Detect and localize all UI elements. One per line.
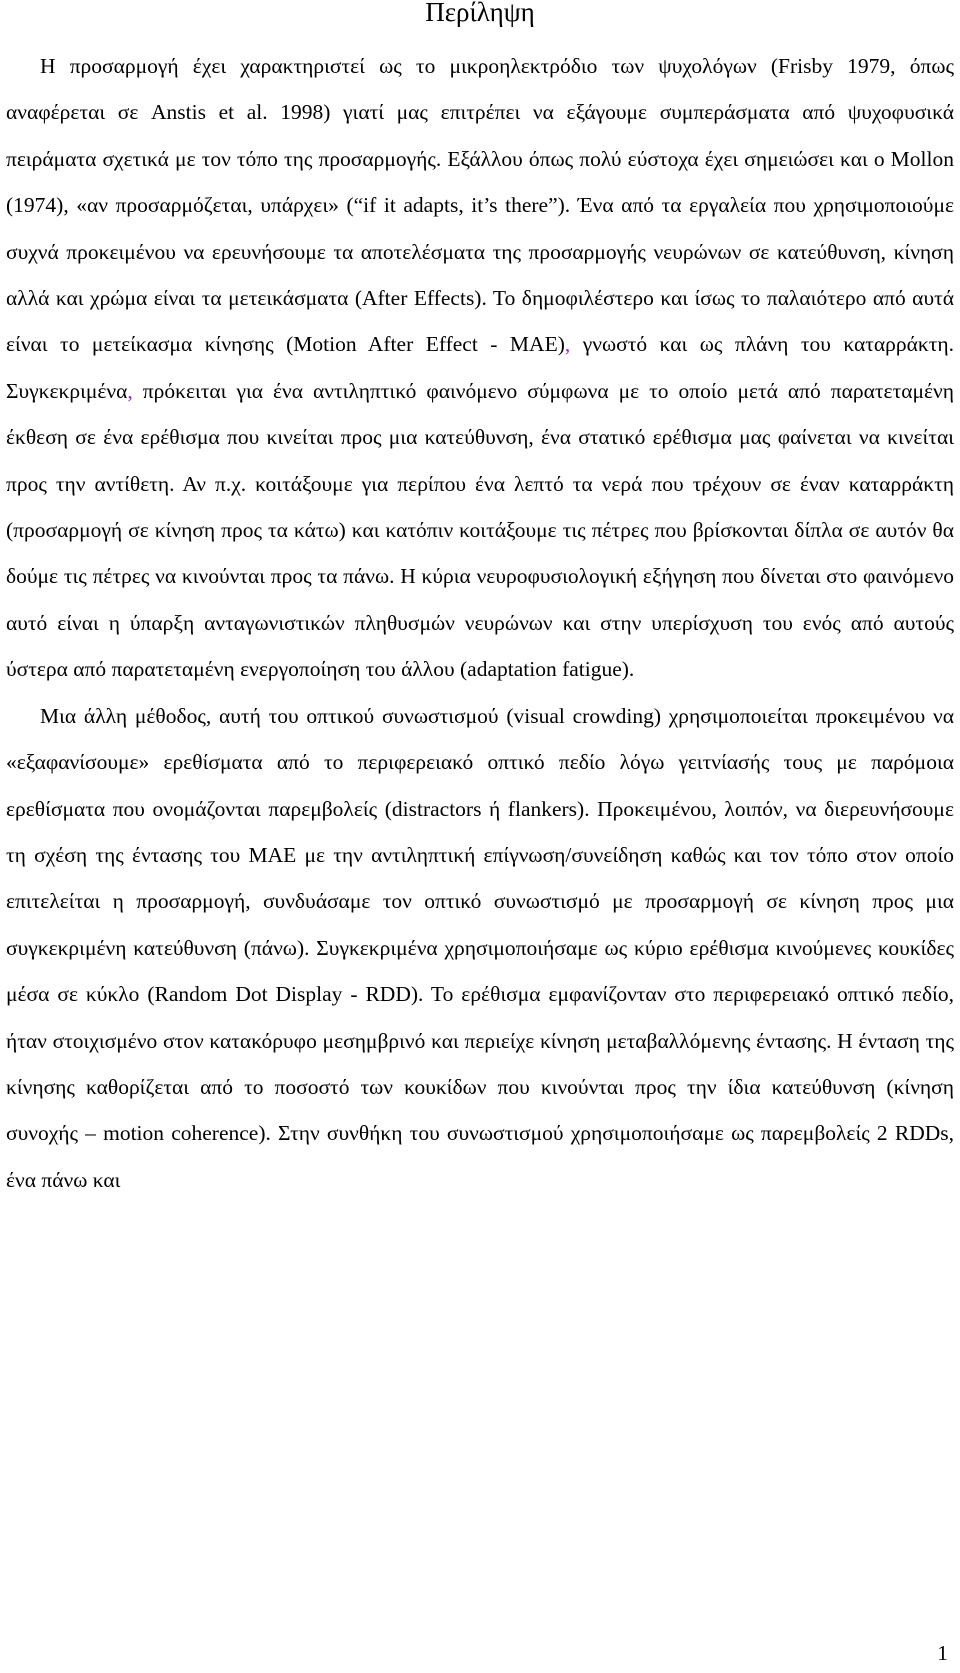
- document-body: [6, 43, 954, 1203]
- paragraph-2: Μια άλλη μέθοδος, αυτή του οπτικού συνωστισμού (visual crowding) χρησιμοποιείται προκειμένου να «εξαφανίσουμε» ερεθίσματα από το περιφερειακό οπτικό πεδίο λόγω γειτνίασής τους με παρόμοια ερεθίσματα που ονομάζονται παρεμβολείς (distractors ή flankers). Προκειμένου, λοιπόν, να διερευνήσουμε τη σχέση της έντασης του MAE με την αντιληπτική επίγνωση/συνείδηση καθώς και τον τόπο στον οποίο επιτελείται η προσαρμογή, συνδυάσαμε τον οπτικό συνωστισμό με προσαρμογή σε κίνηση προς μια συγκεκριμένη κατεύθυνση (πάνω). Συγκεκριμένα χρησιμοποιήσαμε ως κύριο ερέθισμα κινούμενες κουκίδες μέσα σε κύκλο (Random Dot Display - RDD). Το ερέθισμα εμφανίζονταν στο περιφερειακό οπτικό πεδίο, ήταν στοιχισμένο στον κατακόρυφο μεσημβρινό και περιείχε κίνηση μεταβαλλόμενης έντασης. Η ένταση της κίνησης καθορίζεται από το ποσοστό των κουκίδων που κινούνται προς την ίδια κατεύθυνση (κίνηση συνοχής – motion coherence). Στην συνθήκη του συνωστισμού χρησιμοποιήσαμε ως παρεμβολείς 2 RDDs, ένα πάνω και: [6, 703, 954, 1192]
- paragraph-1-text-b: γνωστό και ως πλάνη του καταρράκτη. Συγκεκριμένα: [6, 332, 954, 403]
- paragraph-1-text-c: πρόκειται για ένα αντιληπτικό φαινόμενο σύμφωνα με το οποίο μετά από παρατεταμένη έκθεση σε ένα ερέθισμα που κινείται προς μια κατεύθυνση, ένα στατικό ερέθισμα μας φαίνεται να κινείται προς την αντίθετη. Αν π.χ. κοιτάξουμε για περίπου ένα λεπτό τα νερά που τρέχουν σε έναν καταρράκτη (προσαρμογή σε κίνηση προς τα κάτω) και κατόπιν κοιτάξουμε τις πέτρες που βρίσκονται δίπλα σε αυτόν θα δούμε τις πέτρες να κινούνται προς τα πάνω. Η κύρια νευροφυσιολογική εξήγηση που δίνεται στο φαινόμενο αυτό είναι η ύπαρξη ανταγωνιστικών πληθυσμών νευρώνων και στην υπερίσχυση του ενός από αυτούς ύστερα από παρατεταμένη ενεργοποίηση του άλλου (adaptation fatigue).: [6, 378, 954, 682]
- highlighted-comma-1: ,: [564, 332, 571, 357]
- paragraph-1: [6, 43, 954, 693]
- paragraph-1-text-a: Η προσαρμογή έχει χαρακτηριστεί ως το μικροηλεκτρόδιο των ψυχολόγων (Frisby 1979, όπως αναφέρεται σε Anstis et al. 1998) γιατί μας επιτρέπει να εξάγουμε συμπεράσματα από ψυχοφυσικά πειράματα σχετικά με τον τόπο της προσαρμογής. Εξάλλου όπως πολύ εύστοχα έχει σημειώσει και ο Mollon (1974), «αν προσαρμόζεται, υπάρχει» (“if it adapts, it’s there”). Ένα από τα εργαλεία που χρησιμοποιούμε συχνά προκειμένου να ερευνήσουμε τα αποτελέσματα της προσαρμογής νευρώνων σε κατεύθυνση, κίνηση αλλά και χρώμα είναι τα μετεικάσματα (After Effects). Το δημοφιλέστερο και ίσως το παλαιότερο από αυτά είναι το μετείκασμα κίνησης (Motion After Effect - MAE): [6, 54, 954, 357]
- page-title: Περίληψη: [425, 0, 535, 27]
- highlighted-comma-2: ,: [127, 378, 133, 403]
- page-number: 1: [937, 1641, 948, 1665]
